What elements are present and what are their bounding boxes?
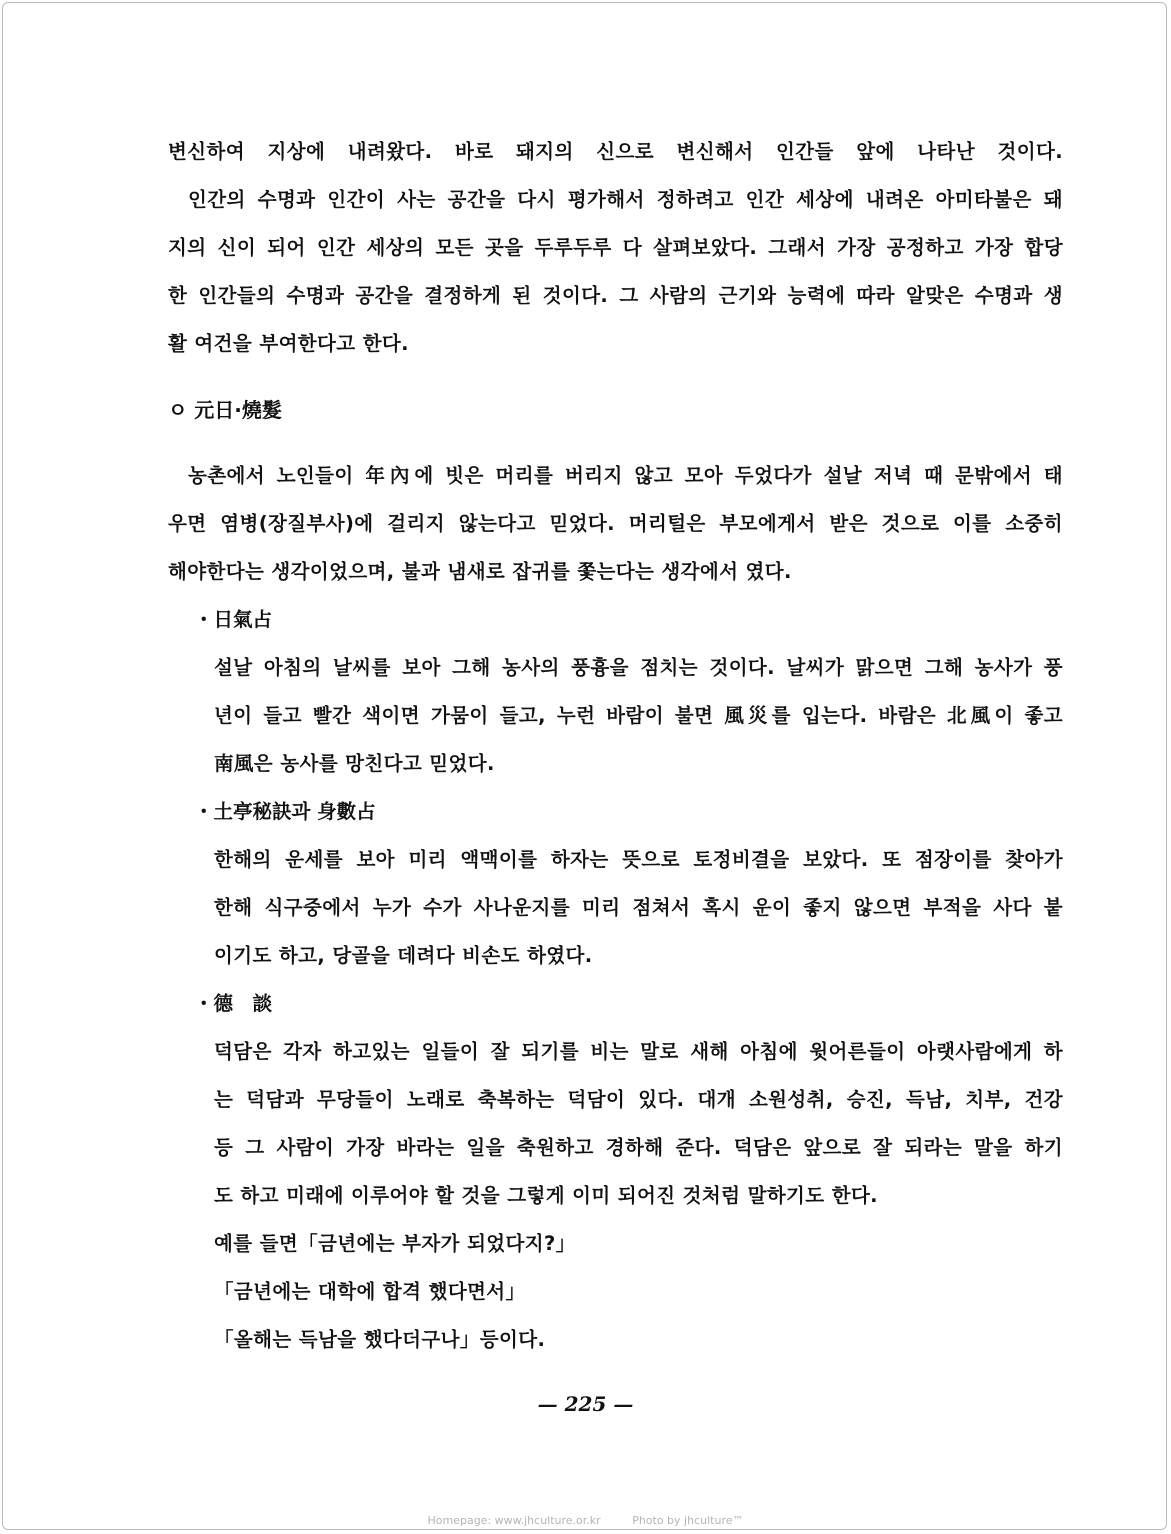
intro-line-3: 지의 신이 되어 인간 세상의 모든 곳을 두루두루 다 살펴보았다. 그래서 가장 공정하고 가장 합당 (168, 236, 1063, 259)
subsection-line: 설날 아침의 날씨를 보아 그해 농사의 풍흉을 점치는 것이다. 날씨가 맑으면 그해 농사가 풍 (214, 656, 1063, 679)
subsection-line: 南風은 농사를 망친다고 믿었다. (214, 752, 495, 775)
subsection-line: 도 하고 미래에 이루어야 할 것을 그렇게 이미 되어진 것처럼 말하기도 한다. (214, 1184, 878, 1207)
subsection-deokdam (168, 980, 1063, 1364)
subsection-line: 이기도 하고, 당골을 데려다 비손도 하였다. (214, 944, 593, 967)
subsection-title: ・日氣占 (194, 608, 273, 631)
footer-homepage: Homepage: www.jhculture.or.kr (427, 1514, 601, 1527)
subsection-line: 년이 들고 빨간 색이면 가뭄이 들고, 누런 바람이 불면 風災를 입는다. 바람은 北風이 좋고 (214, 704, 1063, 727)
subsection-line: 덕담은 각자 하고있는 일들이 잘 되기를 비는 말로 새해 아침에 윗어른들이 아랫사람에게 하 (214, 1040, 1063, 1063)
subsection-title: ・土亭秘訣과 身數占 (194, 800, 376, 823)
subsection-line: 한해 식구중에서 누가 수가 사나운지를 미리 점쳐서 혹시 운이 좋지 않으면 부적을 사다 붙 (214, 896, 1063, 919)
subsection-line: 한해의 운세를 보아 미리 액맥이를 하자는 뜻으로 토정비결을 보았다. 또 점장이를 찾아가 (214, 848, 1063, 871)
section-heading: ㅇ 元日·燒髮 (168, 398, 282, 422)
section-paragraph (168, 452, 1063, 596)
document-body (168, 128, 1063, 1364)
subsection-line: 「금년에는 대학에 합격 했다면서」 (214, 1280, 526, 1303)
intro-line-5: 활 여건을 부여한다고 한다. (168, 332, 409, 355)
subsection-ilgijeom (168, 596, 1063, 788)
page-number: — 225 — (537, 1392, 634, 1416)
section-line-1: 농촌에서 노인들이 年內에 빗은 머리를 버리지 않고 모아 두었다가 설날 저녁 때 문밖에서 태 (188, 464, 1063, 487)
subsection-line: 등 그 사람이 가장 바라는 일을 축원하고 경하해 준다. 덕담은 앞으로 잘 되라는 말을 하기 (214, 1136, 1063, 1159)
footer (0, 1514, 1171, 1527)
intro-line-1: 변신하여 지상에 내려왔다. 바로 돼지의 신으로 변신해서 인간들 앞에 나타난 것이다. (168, 140, 1063, 163)
intro-line-2: 인간의 수명과 인간이 사는 공간을 다시 평가해서 정하려고 인간 세상에 내려온 아미타불은 돼 (188, 188, 1063, 211)
subsection-line: 「올해는 득남을 했다더구나」등이다. (214, 1328, 546, 1351)
section-line-3: 해야한다는 생각이었으며, 불과 냄새로 잡귀를 쫓는다는 생각에서 였다. (168, 560, 792, 583)
footer-photo-credit: Photo by jhculture™ (632, 1514, 744, 1527)
section-line-2: 우면 염병(장질부사)에 걸리지 않는다고 믿었다. 머리털은 부모에게서 받은 것으로 이를 소중히 (168, 512, 1063, 535)
subsection-tojeong (168, 788, 1063, 980)
intro-line-4: 한 인간들의 수명과 공간을 결정하게 된 것이다. 그 사람의 근기와 능력에 따라 알맞은 수명과 생 (168, 284, 1063, 307)
subsection-title: ・德 談 (194, 992, 273, 1015)
subsection-line: 는 덕담과 무당들이 노래로 축복하는 덕담이 있다. 대개 소원성취, 승진, 득남, 치부, 건강 (214, 1088, 1063, 1111)
subsection-line: 예를 들면「금년에는 부자가 되었다지?」 (214, 1232, 576, 1255)
intro-paragraph (168, 128, 1063, 368)
